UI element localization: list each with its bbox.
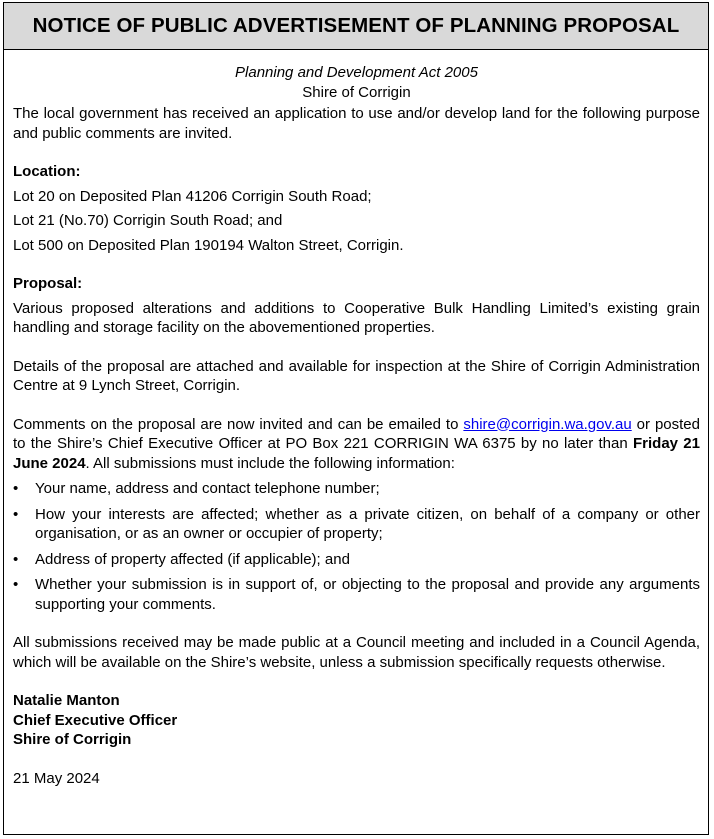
location-line-1: Lot 20 on Deposited Plan 41206 Corrigin South Road; (13, 187, 372, 205)
shire-name: Shire of Corrigin (302, 83, 411, 101)
bullet-icon: • (13, 550, 19, 568)
requirement-text: Your name, address and contact telephone number; (35, 480, 380, 497)
email-link[interactable]: shire@corrigin.wa.gov.au (463, 415, 632, 433)
signatory-name: Natalie Manton (13, 692, 120, 709)
bullet-icon: • (13, 576, 19, 593)
signatory-position: Chief Executive Officer (13, 711, 178, 729)
list-item (13, 550, 700, 570)
notice-title: NOTICE OF PUBLIC ADVERTISEMENT OF PLANNING PROPOSAL (32, 14, 680, 37)
requirement-text: Address of property affected (if applicable); and (35, 550, 350, 568)
requirement-text: Whether your submission is in support of, or objecting to the proposal and provide any arguments supporting your comments. (35, 576, 700, 613)
public-note: All submissions received may be made public at a Council meeting and included in a Council Agenda, which will be available on the Shire’s website, unless a submission specifically requests otherwise. (13, 634, 700, 671)
comments-paragraph (13, 415, 700, 474)
proposal-heading: Proposal: (13, 275, 83, 292)
comments-text-3: . All submissions must include the following information: (85, 454, 455, 472)
location-line-2: Lot 21 (No.70) Corrigin South Road; and (13, 212, 283, 229)
notice-panel (3, 2, 709, 835)
notice-body (4, 63, 708, 788)
location-line-3: Lot 500 on Deposited Plan 190194 Walton Street, Corrigin. (13, 236, 404, 254)
proposal-description: Various proposed alterations and additions to Cooperative Bulk Handling Limited’s existing grain handling and storage facility on the abovementioned properties. (13, 299, 700, 336)
requirement-text: How your interests are affected; whether as a private citizen, on behalf of a company or other organisation, or as an owner or occupier of property; (35, 505, 700, 542)
list-item (13, 479, 700, 499)
comments-text-2: or posted to the Shire’s Chief Executive Officer at PO Box 221 CORRIGIN WA 6375 by no later than (13, 415, 700, 452)
location-heading: Location: (13, 163, 81, 180)
intro-paragraph: The local government has received an application to use and/or develop land for the following purpose and public comments are invited. (13, 105, 700, 142)
proposal-details: Details of the proposal are attached and available for inspection at the Shire of Corrigin Administration Centre at 9 Lynch Street, Corrigin. (13, 357, 700, 394)
list-item (13, 505, 700, 544)
signatory-organisation: Shire of Corrigin (13, 731, 132, 748)
notice-header (4, 3, 708, 50)
comments-text-1: Comments on the proposal are now invited and can be emailed to (13, 415, 464, 433)
requirements-list (13, 479, 700, 614)
bullet-icon: • (13, 480, 19, 497)
deadline-date: Friday 21 June 2024 (13, 435, 700, 472)
act-reference: Planning and Development Act 2005 (235, 64, 478, 81)
bullet-icon: • (13, 505, 19, 523)
list-item (13, 575, 700, 614)
notice-date: 21 May 2024 (13, 769, 100, 787)
